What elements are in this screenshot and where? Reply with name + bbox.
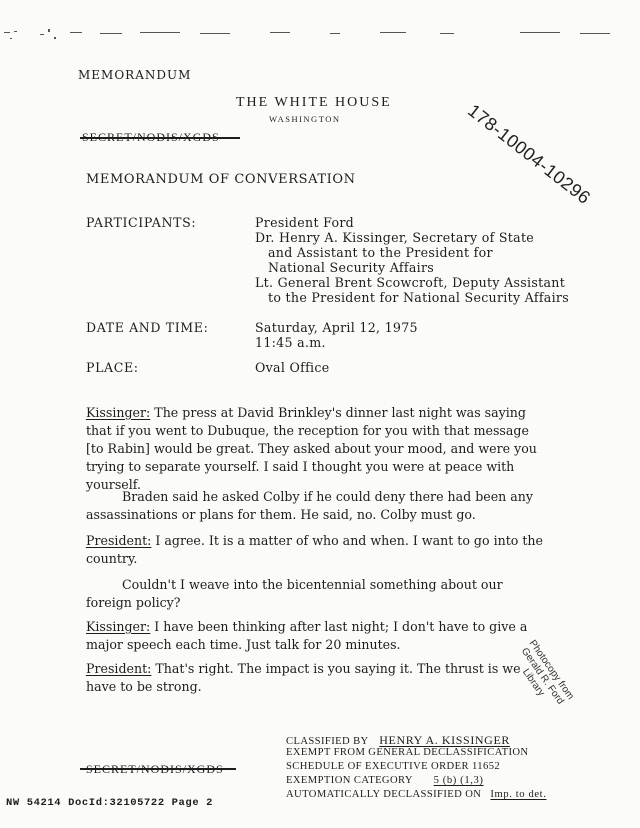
participant-line: President Ford [255, 215, 355, 230]
speaker-label: Kissinger: [86, 619, 151, 634]
conversation-paragraph [86, 576, 546, 612]
place-label: PLACE: [86, 360, 139, 375]
participant-line: Dr. Henry A. Kissinger, Secretary of State [255, 230, 535, 245]
paragraph-text: The press at David Brinkley's dinner last night was saying that if you went to Dubuque, the reception for you with that message [to Rabin] would be great. They asked about your mood, and were you trying to separate yourself. I said I thought you were at peace with yourself. [86, 405, 537, 492]
auto-declassified-line [286, 789, 546, 800]
conversation-paragraph [86, 404, 546, 494]
exemption-category-value: 5 (b) (1,3) [433, 775, 484, 786]
schedule-line: SCHEDULE OF EXECUTIVE ORDER 11652 [286, 761, 501, 772]
paragraph-text: Braden said he asked Colby if he could deny there had been any assassinations or plans for them. He said, no. Colby must go. [86, 489, 534, 522]
participant-line: National Security Affairs [268, 260, 435, 275]
office-city: WASHINGTON [269, 114, 341, 124]
paragraph-text: Couldn't I weave into the bicentennial something about our foreign policy? [86, 577, 503, 610]
paragraph-text: I have been thinking after last night; I don't have to give a major speech each time. Just talk for 20 minutes. [86, 619, 528, 652]
document-title: MEMORANDUM OF CONVERSATION [86, 172, 356, 187]
conversation-paragraph [86, 532, 546, 568]
scan-noise-strip [0, 26, 640, 40]
classified-by-label: CLASSIFIED BY [286, 736, 369, 747]
paragraph-text: That's right. The impact is you saying it. The thrust is we have to be strong. [86, 661, 521, 694]
participant-line: Lt. General Brent Scowcroft, Deputy Assistant [255, 275, 566, 290]
auto-declassified-value: Imp. to det. [490, 789, 547, 800]
speaker-label: Kissinger: [86, 405, 151, 420]
participant-line: and Assistant to the President for [268, 245, 493, 260]
conversation-paragraph [86, 618, 546, 654]
auto-declassified-label: AUTOMATICALLY DECLASSIFIED ON [286, 789, 482, 800]
conversation-paragraph [86, 488, 546, 524]
participant-line: to the President for National Security Affairs [268, 290, 570, 305]
library-stamp: Photocopy from Gerald R. Ford Library [518, 638, 576, 707]
memorandum-header: MEMORANDUM [78, 68, 192, 82]
speaker-label: President: [86, 661, 152, 676]
classification-strikethrough-bottom [80, 768, 236, 770]
datetime-label: DATE AND TIME: [86, 320, 209, 335]
conversation-paragraph [86, 660, 546, 696]
paragraph-text: I agree. It is a matter of who and when. I want to go into the country. [86, 533, 543, 566]
exemption-line: EXEMPT FROM GENERAL DECLASSIFICATION [286, 747, 529, 758]
participants-label: PARTICIPANTS: [86, 215, 197, 230]
document-number-stamp: 178-10004-10296 [464, 100, 595, 209]
office-title: THE WHITE HOUSE [236, 95, 392, 110]
speaker-label: President: [86, 533, 152, 548]
meeting-date: Saturday, April 12, 1975 [255, 320, 418, 335]
meeting-time: 11:45 a.m. [255, 335, 326, 350]
meeting-place: Oval Office [255, 360, 330, 375]
exemption-category-label: EXEMPTION CATEGORY [286, 775, 413, 786]
exemption-category-line [286, 775, 484, 786]
page-footer: NW 54214 DocId:32105722 Page 2 [6, 797, 214, 809]
classified-by-line [286, 733, 510, 748]
classified-by-value: HENRY A. KISSINGER [379, 733, 510, 747]
classification-strikethrough-top [80, 137, 240, 139]
